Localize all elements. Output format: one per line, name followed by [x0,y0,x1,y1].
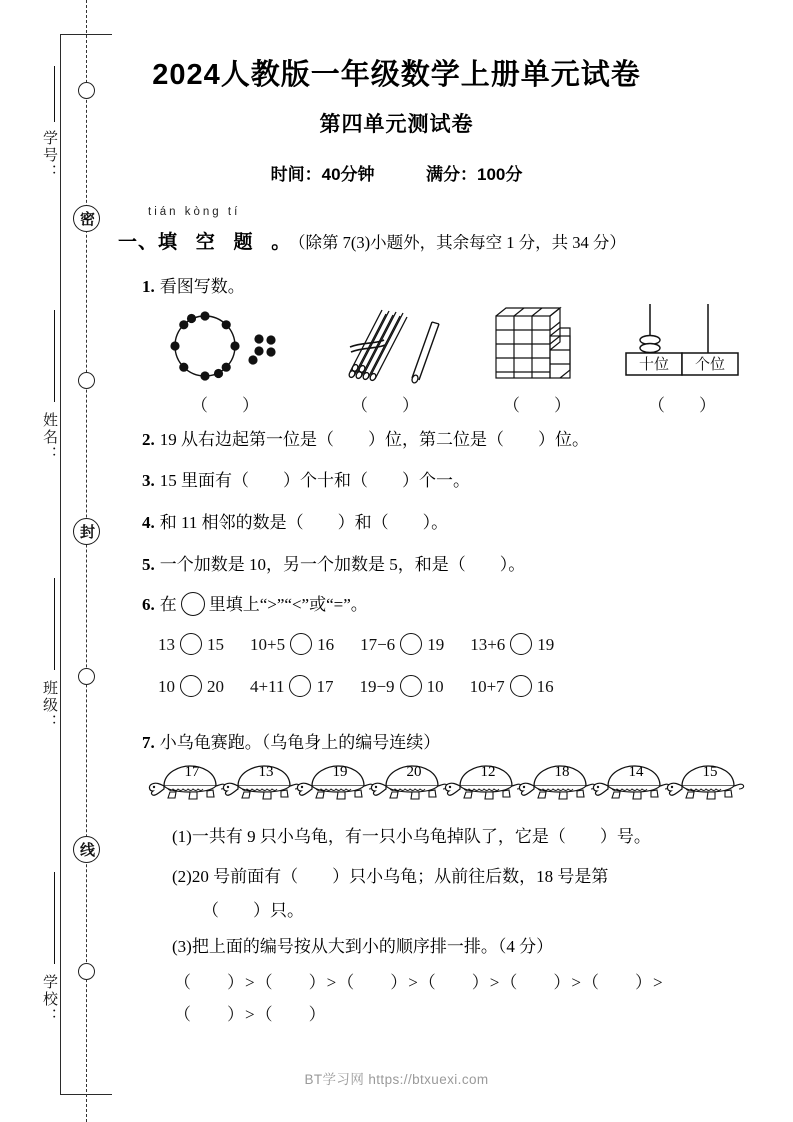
compare-item [250,633,334,655]
ordering-paren-close: ） [553,973,571,992]
figure-cube-stack [472,302,602,414]
seal-circle-marker [78,668,95,685]
turtle-number: 14 [628,764,644,780]
question-4-part-b: ）和（ [337,513,389,532]
paren-close: ） [242,396,259,415]
compare-right: 19 [537,635,555,654]
paren-open: （ [351,396,368,415]
compare-circle[interactable] [180,675,202,697]
question-4-part-a: 和 11 相邻的数是（ [159,513,304,532]
turtle-number: 20 [406,764,422,780]
ordering-paren-open: （ [418,973,436,992]
compare-circle[interactable] [180,633,202,655]
ordering-paren-open: （ [174,1005,191,1024]
ordering-paren-open: （ [337,973,355,992]
compare-circle[interactable] [510,675,532,697]
question-6-number: 6. [142,595,155,614]
ordering-paren-close: ） [308,973,326,992]
sub-1-part-b: ）号。 [599,827,651,846]
question-5-number: 5. [142,555,155,574]
page-subtitle: 第四单元测试卷 [319,113,474,136]
rail-field-class: 班级： [41,680,58,731]
question-3-part-a: 15 里面有（ [159,471,249,490]
compare-right: 15 [207,635,224,654]
compare-circle[interactable] [181,592,205,616]
ordering-paren-close: ） [227,973,244,992]
question-7 [142,728,440,753]
compare-right: 16 [317,635,335,654]
compare-circle[interactable] [289,675,311,697]
ordering-paren-open: （ [581,973,599,992]
section-pinyin: tián kòng tí [148,206,241,218]
figure-4-blank [612,391,752,416]
abacus-tens-label: 十位 [638,356,669,373]
question-4 [142,508,448,533]
paren-open: （ [503,396,520,415]
figure-stick-bundle [320,302,450,414]
compare-circle[interactable] [290,633,312,655]
question-6 [142,590,368,616]
ordering-paren-open: （ [500,973,518,992]
compare-left: 10+7 [469,677,505,696]
rail-field-student-id: 学号： [41,130,58,181]
rail-field-school: 学校： [41,974,58,1025]
rail-field-name: 姓名： [41,412,58,463]
compare-left: 10 [158,677,175,696]
question-6-part-b: 里填上“>”“<”或“=”。 [208,595,368,614]
question-3-number: 3. [142,471,155,490]
ordering-operator: > [408,973,418,992]
seal-char-xian: 线 [73,836,100,863]
sub-label: (3) [172,937,192,956]
question-2-part-c: ）位。 [538,430,589,449]
question-1-text: 看图写数。 [159,277,245,296]
sub-3-text: 把上面的编号按从大到小的顺序排一排。（4 分） [191,937,554,956]
turtle-number: 13 [258,764,274,780]
bead-ring-icon [160,302,290,390]
figure-place-value-abacus [612,302,752,414]
question-7-sub-1 [172,822,651,847]
question-1-figures [142,302,762,414]
seal-char-feng: 封 [73,518,100,545]
ordering-paren-close: ） [227,1005,244,1024]
ordering-operator: > [245,973,255,992]
ordering-paren-open: （ [174,973,191,992]
ordering-operator: > [652,973,663,992]
question-2 [142,425,589,450]
question-3-part-c: ）个一。 [402,471,470,490]
compare-right: 10 [426,677,444,696]
question-7-number: 7. [142,733,155,752]
paren-close: ） [554,396,571,415]
ordering-paren-close: ） [634,973,652,992]
compare-right: 16 [536,677,554,696]
rail-border-line [60,34,61,1094]
turtle-number: 18 [554,764,570,780]
compare-left: 13 [158,635,175,654]
sub-label: (2) [172,867,192,886]
question-7-sub-2 [172,862,608,887]
sub-2-part-b: ）只小乌龟；从前往后数，18 号是第 [332,867,609,886]
time-label: 时间：40分钟 [270,165,375,184]
question-5-part-a: 一个加数是 10，另一个加数是 5，和是（ [159,555,466,574]
compare-left: 10+5 [250,635,286,654]
ordering-paren-close: ） [471,973,489,992]
turtle-number: 12 [480,764,496,780]
sub-label: (1) [172,827,192,846]
question-3 [142,466,470,491]
stick-bundle-icon [320,302,450,390]
ordering-paren-close: ） [308,1005,326,1024]
compare-item [158,633,224,655]
sub-2-part-d: ）只。 [253,901,304,920]
ordering-operator: > [245,1005,255,1024]
abacus-icon [620,302,745,384]
ordering-paren-open: （ [255,973,273,992]
question-5 [142,550,525,575]
ordering-paren-open: （ [255,1005,273,1024]
sub-1-part-a: 一共有 9 只小乌龟，有一只小乌龟掉队了，它是（ [191,827,566,846]
paren-close: ） [402,396,419,415]
compare-right: 20 [207,677,224,696]
ordering-operator: > [571,973,581,992]
question-2-part-b: ）位，第二位是（ [368,430,504,449]
seal-circle-marker [78,963,95,980]
section-name: 填 空 题 。 [158,232,298,253]
ordering-operator: > [326,973,337,992]
compare-item [158,675,224,697]
paren-close: ） [699,396,716,415]
figure-2-blank [320,391,450,416]
ordering-operator: > [489,973,500,992]
compare-circle[interactable] [400,675,422,697]
figure-1-blank [160,391,290,416]
rail-write-line [54,578,55,670]
compare-item [470,633,554,655]
compare-left: 17−6 [360,635,396,654]
compare-right: 17 [316,677,334,696]
paren-open: （ [191,396,208,415]
compare-item [359,675,443,697]
question-7-sub-2-cont [202,896,304,921]
turtle-number: 17 [184,764,200,780]
question-2-number: 2. [142,430,155,449]
compare-left: 13+6 [470,635,506,654]
question-5-part-b: ）。 [499,555,526,574]
compare-item [470,675,554,697]
question-6-row-2 [158,675,580,697]
compare-circle[interactable] [510,633,532,655]
compare-item [250,675,333,697]
figure-bead-ring [160,302,290,414]
question-1 [142,272,245,297]
paren-open: （ [648,396,665,415]
question-4-number: 4. [142,513,155,532]
compare-left: 19−9 [359,677,395,696]
question-4-part-c: ）。 [422,513,449,532]
question-1-number: 1. [142,277,155,296]
figure-3-blank [472,391,602,416]
seal-circle-marker [78,372,95,389]
seal-char-mi: 密 [73,205,100,232]
turtle-number: 19 [332,764,348,780]
abacus-ones-label: 个位 [694,356,725,373]
turtle-row [146,760,766,802]
question-6-part-a: 在 [159,595,177,614]
rail-write-line [54,872,55,964]
question-2-part-a: 19 从右边起第一位是（ [159,430,334,449]
compare-left: 4+11 [250,677,285,696]
page-title: 2024人教版一年级数学上册单元试卷 [152,59,641,91]
ordering-line-1 [174,968,664,993]
sub-2-part-c: （ [202,901,219,920]
compare-circle[interactable] [400,633,422,655]
ordering-paren-close: ） [390,973,408,992]
score-label: 满分：100分 [426,165,523,184]
exam-body [118,0,778,1122]
rail-write-line [54,310,55,402]
section-number: 一、 [118,232,159,253]
footer-watermark: BT学习网 https://btxuexi.com [304,1072,489,1087]
turtle-number: 15 [702,764,718,780]
compare-right: 19 [427,635,445,654]
question-6-row-1 [158,633,580,655]
question-3-part-b: ）个十和（ [283,471,368,490]
question-7-text: 小乌龟赛跑。（乌龟身上的编号连续） [159,733,441,752]
sub-2-part-a: 20 号前面有（ [191,867,299,886]
compare-item [360,633,444,655]
section-heading [118,227,758,254]
cube-stack-icon [472,302,602,390]
question-7-sub-3 [172,932,553,957]
section-note: （除第 7(3)小题外，其余每空 1 分，共 34 分） [297,233,626,252]
ordering-line-2 [174,1000,326,1025]
